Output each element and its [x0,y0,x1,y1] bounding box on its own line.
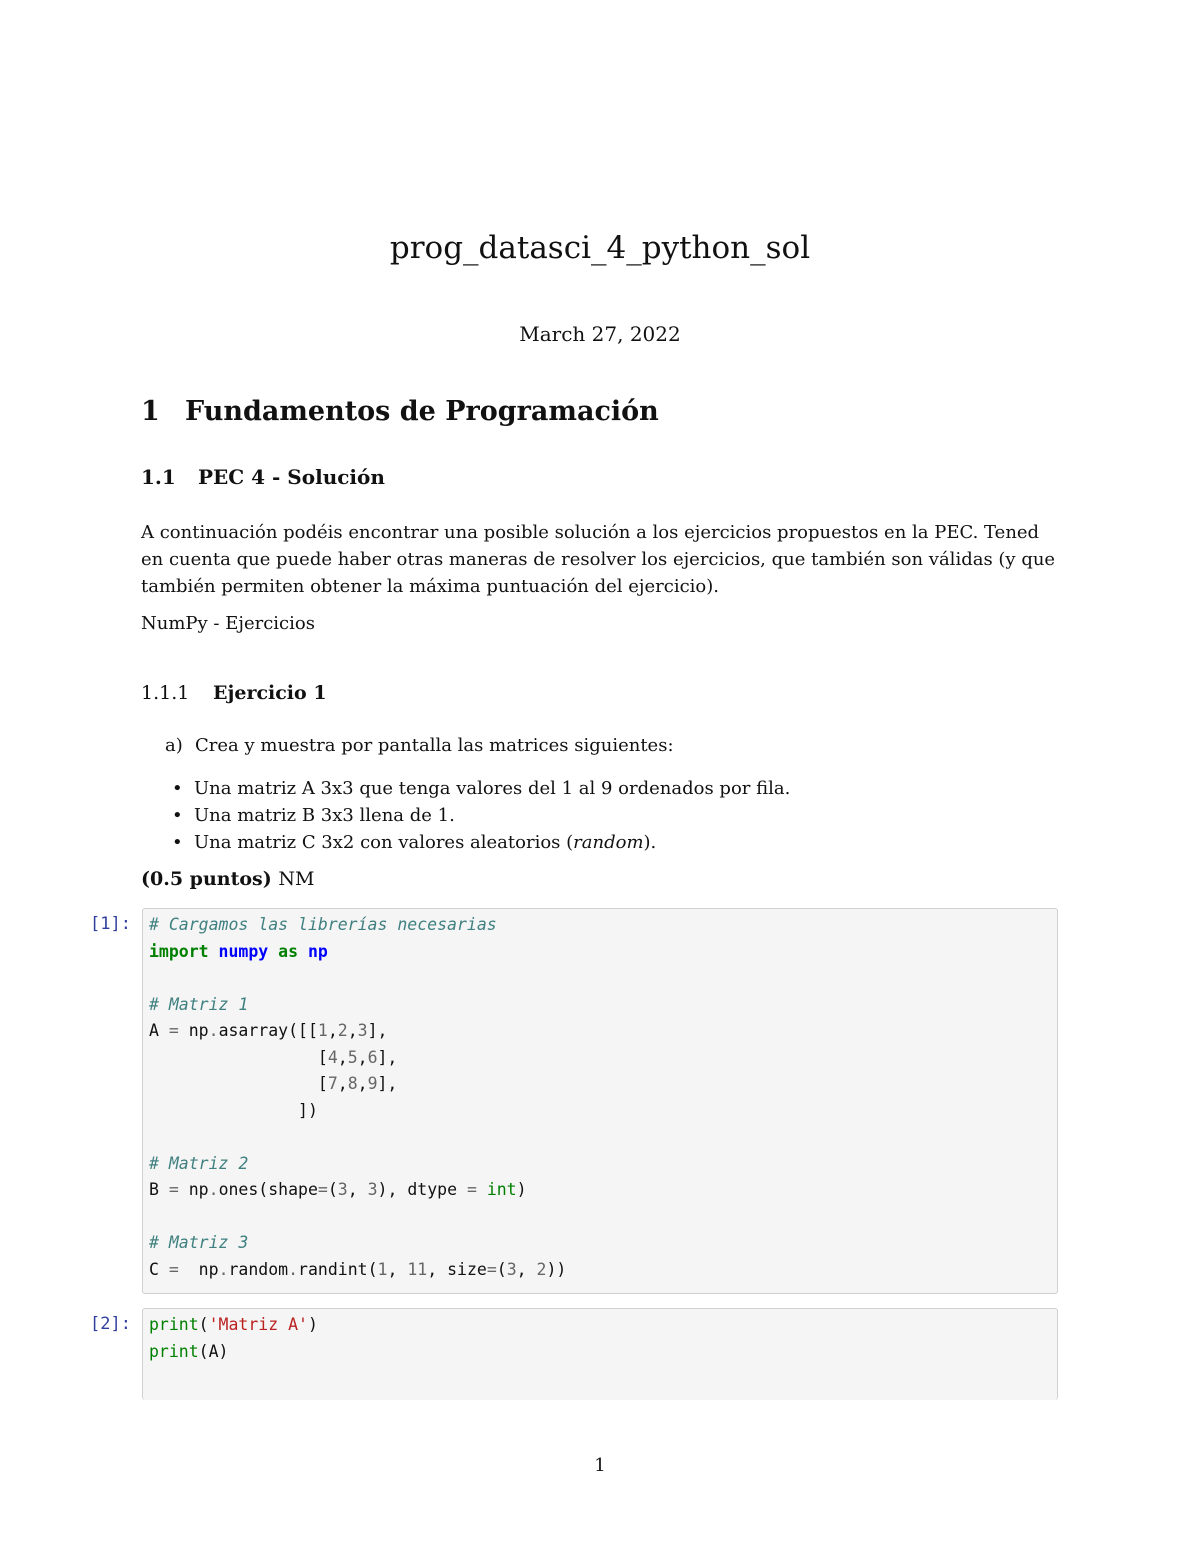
code-cell-2-source[interactable]: print('Matriz A') print(A) [149,1315,318,1361]
document-title: prog_datasci_4_python_sol [389,230,811,266]
list-item-text: Una matriz B 3x3 llena de 1. [194,805,455,826]
code-module: numpy [218,941,269,961]
exercise-item-a [165,735,674,756]
code-string: 'Matriz A' [208,1315,308,1334]
section-heading [141,396,659,427]
item-text: Crea y muestra por pantalla las matrices siguientes: [195,735,674,756]
list-item-text: ). [643,832,657,853]
section-title: Fundamentos de Programación [185,396,659,427]
section-number: 1 [141,396,160,427]
list-item [172,775,790,802]
subsection-title: PEC 4 - Solución [198,465,385,489]
list-item [172,802,790,829]
item-label: a) [165,735,183,756]
bullet-icon: • [172,805,183,826]
exercise-points [141,868,314,890]
code-comment: # Matriz 1 [149,994,249,1014]
exercise-title: Ejercicio 1 [213,682,327,704]
page-number: 1 [594,1455,606,1476]
code-keyword: as [278,941,299,961]
points-suffix: NM [278,868,315,890]
code-builtin: print [149,1315,199,1334]
points-label: (0.5 puntos) [141,868,272,890]
code-builtin: print [149,1341,199,1361]
bullet-icon: • [172,832,183,853]
code-argument: A [208,1341,219,1361]
code-keyword: import [149,941,209,961]
cell-prompt: [2]: [90,1314,131,1334]
code-cell-1-source[interactable]: # Cargamos las librerías necesarias import numpy as np # Matriz 1 A = np.asarray([[1,2,3], [4,5,6], [7,8,9], ]) # Matriz 2 B = np.ones(shape=(3, 3), dtype = int) # Matriz 3 C = np.random.randint(1, 11, size=(3, 2)) [149,915,567,1279]
subsection-heading [141,465,385,489]
exercise-number: 1.1.1 [141,682,190,704]
code-comment: # Matriz 2 [149,1153,249,1173]
intro-paragraph: A continuación podéis encontrar una posible solución a los ejercicios propuestos en la PEC. Tened en cuenta que puede haber otras maneras de resolver los ejercicios, que también son válidas (y que también permiten obtener la máxima puntuación del ejercicio). [141,522,1056,597]
list-item-text: Una matriz A 3x3 que tenga valores del 1 al 9 ordenados por fila. [194,778,791,799]
exercise-heading [141,682,327,704]
code-comment: # Matriz 3 [149,1233,249,1252]
bullet-icon: • [172,778,183,799]
document-date: March 27, 2022 [519,322,681,346]
numpy-heading: NumPy - Ejercicios [141,613,315,634]
cell-prompt: [1]: [90,914,131,934]
code-comment: # Cargamos las librerías necesarias [149,915,497,934]
requirements-list [172,775,790,856]
list-item-emphasis: random [573,832,644,853]
subsection-number: 1.1 [141,465,176,489]
list-item [172,829,790,856]
code-module: np [307,941,328,961]
list-item-text: Una matriz C 3x2 con valores aleatorios ( [194,832,574,853]
